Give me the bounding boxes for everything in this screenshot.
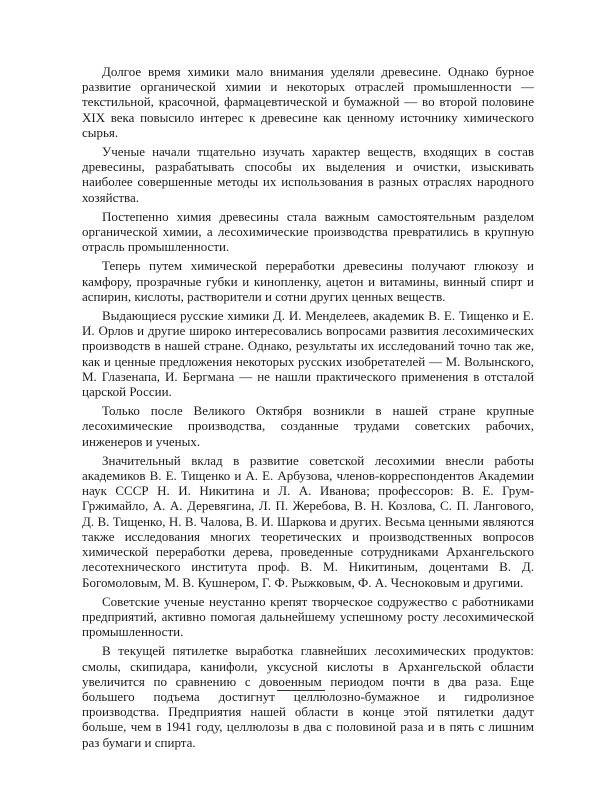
paragraph-9: В текущей пятилетке выработка главнейших лесохимических продуктов: смолы, скипидара, канифоли, уксусной кислоты в Архангельской области увеличится по сравнению с довоенным периодом почти в два раза. Еще большего подъема достигнут целлюлозно-бумажное и гидролизное производства. Предприятия нашей области в конце этой пятилетки дадут больше, чем в 1941 году, целлюлозы в два с половиной раза и в пять с лишним раз бумаги и спирта. <box>82 643 534 750</box>
paragraph-8: Советские ученые неустанно крепят творческое содружество с работниками предприятий, активно помогая дальнейшему успешному росту лесохимической промышленности. <box>82 593 534 640</box>
page-text <box>82 64 534 754</box>
paragraph-3: Постепенно химия древесины стала важным самостоятельным разделом органической химии, а лесохимические производства превратились в крупную отрасль промышленности. <box>82 208 534 255</box>
paragraph-4: Теперь путем химической переработки древесины получают глюкозу и камфору, прозрачные губки и кинопленку, ацетон и витамины, винный спирт и аспирин, кислоты, растворители и сотни других ценных веществ. <box>82 258 534 304</box>
paragraph-5: Выдающиеся русские химики Д. И. Менделеев, академик В. Е. Тищенко и Е. И. Орлов и другие широко интересовались вопросами развития лесохимических производств в нашей стране. Однако, результаты их исследований точно так же, как и ценные предложения некоторых русских изобретателей — М. Волынского, М. Глазенапа, И. Бергмана — не нашли практического применения в отсталой царской России. <box>82 308 534 400</box>
paragraph-2: Ученые начали тщательно изучать характер веществ, входящих в состав древесины, разрабатывать способы их выделения и очистки, изыскивать наиболее совершенные методы их использования в разных отраслях народного хозяйства. <box>82 144 534 205</box>
paragraph-6: Только после Великого Октября возникли в нашей стране крупные лесохимические производства, созданные трудами советских рабочих, инженеров и ученых. <box>82 403 534 449</box>
paragraph-1: Долгое время химики мало внимания уделяли древесине. Однако бурное развитие органической химии и некоторых отраслей промышленности — текстильной, красочной, фармацевтической и бумажной — во второй половине XIX века повысило интерес к древесине как ценному источнику химического сырья. <box>82 64 534 140</box>
section-end-rule <box>277 690 325 691</box>
paragraph-7: Значительный вклад в развитие советской лесохимии внесли работы академиков В. Е. Тищенко и А. Е. Арбузова, членов-корреспондентов Академии наук СССР Н. И. Никитина и Л. А. Иванова; профессоров: В. Е. Грум-Гржимайло, А. А. Деревягина, Л. П. Жеребова, В. Н. Козлова, С. П. Лангового, Д. В. Тищенко, Н. В. Чалова, В. И. Шаркова и других. Весьма ценными являются также исследования многих теоретических и производственных вопросов химической переработки дерева, проведенные сотрудниками Архангельского лесотехнического института проф. В. М. Никитиным, доцентами В. Д. Богомоловым, М. В. Кушнером, Г. Ф. Рыжковым, Ф. А. Чесноковым и другими. <box>82 452 534 590</box>
